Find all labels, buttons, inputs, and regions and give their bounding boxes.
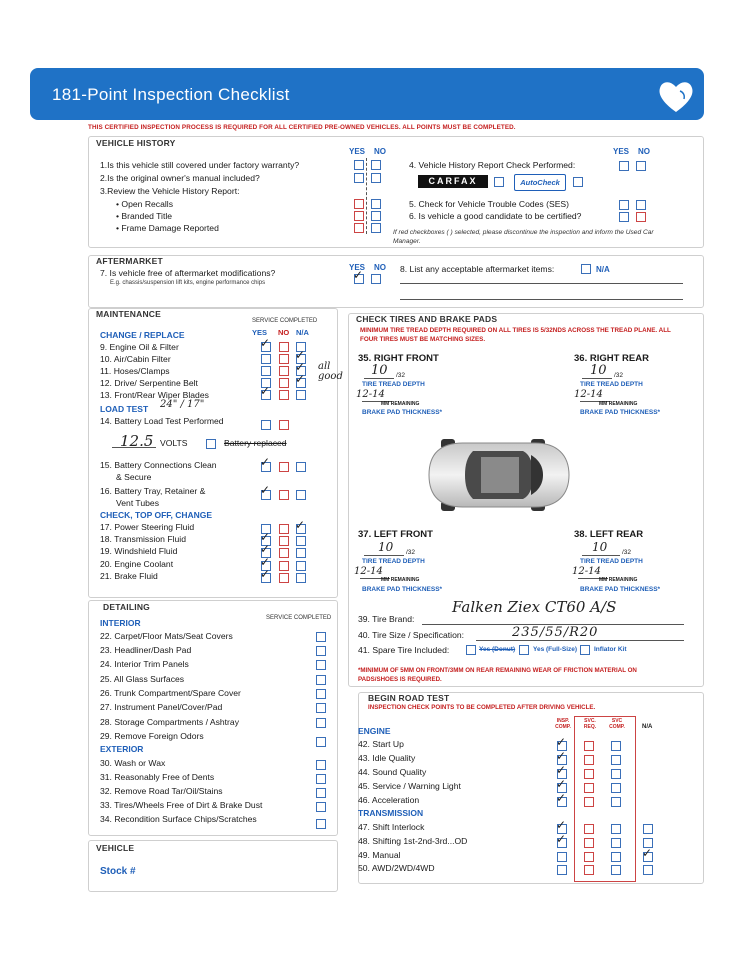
maint-item-16-cont: Vent Tubes	[116, 498, 160, 508]
rt44-req-checkbox[interactable]	[584, 769, 594, 779]
rr-per32: /32	[614, 372, 624, 379]
maint-item-15: 15. Battery Connections Clean	[100, 460, 217, 470]
handwritten-all-good: all good	[318, 361, 343, 382]
det-item-29: 29. Remove Foreign Odors	[100, 731, 204, 741]
vh-item-1: 1.Is this vehicle still covered under factory warranty?	[100, 160, 300, 170]
rt-item-43: 43. Idle Quality	[358, 753, 416, 763]
vh-no-label-right: NO	[638, 147, 650, 156]
volts-label: VOLTS	[160, 438, 188, 448]
rr-label: 36. RIGHT REAR	[574, 353, 649, 364]
rt-item-42: 42. Start Up	[358, 739, 404, 749]
rt44-check-mark: ✓	[556, 763, 567, 777]
m21-no-checkbox[interactable]	[279, 573, 289, 583]
rr-mm-remaining: MM REMAINING	[599, 401, 638, 407]
check-top-off-heading: CHECK, TOP OFF, CHANGE	[100, 510, 213, 520]
vh-red-checkbox-note: If red checkboxes ( ) selected, please discontinue the inspection and inform the Used Car Manager.	[393, 229, 654, 245]
m16-na-checkbox[interactable]	[296, 490, 306, 500]
rt-item-46: 46. Acceleration	[358, 795, 420, 805]
det-item-31: 31. Reasonably Free of Dents	[100, 772, 215, 782]
vh-item-3: 3.Review the Vehicle History Report:	[100, 186, 240, 196]
maint-item-18: 18. Transmission Fluid	[100, 534, 186, 544]
rr-tread-line	[582, 378, 612, 379]
m21-na-checkbox[interactable]	[296, 573, 306, 583]
maint-item-14: 14. Battery Load Test Performed	[100, 416, 224, 426]
rr-brake-pad-label: BRAKE PAD THICKNESS*	[580, 409, 661, 416]
maint-item-10: 10. Air/Cabin Filter	[100, 354, 171, 364]
carfax-checkbox[interactable]	[494, 177, 504, 187]
svc-comp-header: SVC COMP.	[609, 718, 625, 730]
m18-no-checkbox[interactable]	[279, 536, 289, 546]
vehicle-history-title: VEHICLE HISTORY	[96, 138, 176, 148]
rt50-req-checkbox[interactable]	[584, 865, 594, 875]
vh-frame-no-checkbox[interactable]	[371, 223, 381, 233]
rf-tread-value: 10	[371, 363, 388, 378]
vh-branded-yes-checkbox[interactable]	[354, 211, 364, 221]
rf-mm-value: 12-14	[356, 389, 385, 400]
lr-mm-remaining: MM REMAINING	[599, 577, 638, 583]
am-line-1	[400, 283, 683, 284]
vh-recalls-no-checkbox[interactable]	[371, 199, 381, 209]
rf-per32: /32	[396, 372, 406, 379]
d26-checkbox[interactable]	[316, 689, 326, 699]
tire-brand-value: Falken Ziex CT60 A/S	[452, 598, 617, 616]
m9-no-checkbox[interactable]	[279, 342, 289, 352]
rt-item-44: 44. Sound Quality	[358, 767, 427, 777]
m11-check-mark: ✓	[295, 360, 306, 374]
am8-na-checkbox[interactable]	[581, 264, 591, 274]
m16-check-mark: ✓	[260, 483, 271, 497]
tire-size-value: 235/55/R20	[512, 625, 599, 640]
vh-branded-no-checkbox[interactable]	[371, 211, 381, 221]
rf-mm-remaining: MM REMAINING	[381, 401, 420, 407]
vh-handwritten-line	[366, 158, 367, 234]
vh5-yes-checkbox[interactable]	[619, 200, 629, 210]
heart-logo-icon	[656, 78, 696, 114]
vh-no-label: NO	[374, 147, 386, 156]
vh-sub-frame: • Frame Damage Reported	[116, 223, 219, 233]
rt-item-50: 50. AWD/2WD/4WD	[358, 863, 435, 873]
maint-item-19: 19. Windshield Fluid	[100, 546, 178, 556]
spare-full-checkbox[interactable]	[519, 645, 529, 655]
det-item-33: 33. Tires/Wheels Free of Dirt & Brake Dust	[100, 800, 263, 810]
m17-check-mark: ✓	[295, 518, 306, 532]
maint-item-12: 12. Drive/ Serpentine Belt	[100, 378, 198, 388]
rt45-comp-checkbox[interactable]	[611, 783, 621, 793]
engine-heading: ENGINE	[358, 726, 391, 736]
rt48-comp-checkbox[interactable]	[611, 838, 621, 848]
autocheck-logo: AutoCheck	[514, 174, 566, 191]
am-item-7-sub: E.g. chassis/suspension lift kits, engine performance chips	[110, 280, 266, 286]
rt43-req-checkbox[interactable]	[584, 755, 594, 765]
insp-comp-header: INSP. COMP.	[555, 718, 571, 730]
road-test-note: INSPECTION CHECK POINTS TO BE COMPLETED AFTER DRIVING VEHICLE.	[368, 704, 596, 711]
rt42-comp-checkbox[interactable]	[611, 741, 621, 751]
m13-na-checkbox[interactable]	[296, 390, 306, 400]
tire-item-39: 39. Tire Brand:	[358, 614, 415, 624]
am-item-7: 7. Is vehicle free of aftermarket modifications?	[100, 268, 276, 278]
vh5-no-checkbox[interactable]	[636, 200, 646, 210]
road-test-title: BEGIN ROAD TEST	[368, 693, 450, 703]
rt47-comp-checkbox[interactable]	[611, 824, 621, 834]
d23-checkbox[interactable]	[316, 646, 326, 656]
rt-item-45: 45. Service / Warning Light	[358, 781, 461, 791]
am-no-label: NO	[374, 263, 386, 272]
lf-tread-depth-label: TIRE TREAD DEPTH	[362, 558, 425, 565]
lr-tread-line	[582, 555, 620, 556]
m14-no-checkbox[interactable]	[279, 420, 289, 430]
det-item-22: 22. Carpet/Floor Mats/Seat Covers	[100, 631, 233, 641]
maintenance-title: MAINTENANCE	[96, 309, 162, 319]
car-top-view-icon	[423, 433, 573, 517]
vh-frame-yes-checkbox[interactable]	[354, 223, 364, 233]
d25-checkbox[interactable]	[316, 675, 326, 685]
m19-na-checkbox[interactable]	[296, 548, 306, 558]
m15-na-checkbox[interactable]	[296, 462, 306, 472]
tire-item-41: 41. Spare Tire Included:	[358, 645, 450, 655]
m12-no-checkbox[interactable]	[279, 378, 289, 388]
d31-checkbox[interactable]	[316, 774, 326, 784]
page-title: 181-Point Inspection Checklist	[52, 85, 290, 104]
det-item-24: 24. Interior Trim Panels	[100, 659, 189, 669]
d22-checkbox[interactable]	[316, 632, 326, 642]
m15-no-checkbox[interactable]	[279, 462, 289, 472]
m15-check-mark: ✓	[260, 455, 271, 469]
tire-size-line	[476, 640, 684, 641]
maint-item-9: 9. Engine Oil & Filter	[100, 342, 179, 352]
maint-item-13: 13. Front/Rear Wiper Blades	[100, 390, 209, 400]
maint-item-16: 16. Battery Tray, Retainer &	[100, 486, 206, 496]
det-item-25: 25. All Glass Surfaces	[100, 674, 185, 684]
m12-check-mark: ✓	[295, 372, 306, 386]
brake-pad-footnote: *MINIMUM OF 5MM ON FRONT/3MM ON REAR REMAINING WEAR OF FRICTION MATERIAL ON PADS/SHOES IS REQUIRED.	[358, 667, 637, 683]
m10-yes-checkbox[interactable]	[261, 354, 271, 364]
m20-no-checkbox[interactable]	[279, 561, 289, 571]
maint-item-15-cont: & Secure	[116, 472, 152, 482]
rt45-check-mark: ✓	[556, 777, 567, 791]
am8-na-label: N/A	[596, 265, 610, 274]
lf-brake-pad-label: BRAKE PAD THICKNESS*	[362, 586, 443, 593]
lf-tread-value: 10	[378, 540, 394, 554]
am-item-8: 8. List any acceptable aftermarket items:	[400, 264, 555, 274]
lf-mm-value: 12-14	[354, 566, 383, 577]
certification-warning: THIS CERTIFIED INSPECTION PROCESS IS REQUIRED FOR ALL CERTIFIED PRE-OWNED VEHICLES. ALL POINTS MUST BE COMPLETED.	[88, 124, 516, 131]
maint-item-17: 17. Power Steering Fluid	[100, 522, 195, 532]
m11-no-checkbox[interactable]	[279, 366, 289, 376]
m9-check-mark: ✓	[260, 336, 271, 350]
maint-no-label: NO	[278, 328, 290, 337]
d24-checkbox[interactable]	[316, 660, 326, 670]
m20-check-mark: ✓	[260, 555, 271, 569]
spare-donut-label: Yes (Donut)	[479, 646, 516, 653]
interior-heading: INTERIOR	[100, 618, 141, 628]
m19-no-checkbox[interactable]	[279, 548, 289, 558]
rt49-insp-checkbox[interactable]	[557, 852, 567, 862]
carfax-logo: CARFAX	[418, 175, 488, 188]
det-item-34: 34. Recondition Surface Chips/Scratches	[100, 814, 257, 824]
rt47-req-checkbox[interactable]	[584, 824, 594, 834]
lr-label: 38. LEFT REAR	[574, 529, 644, 540]
rr-mm-value: 12-14	[574, 389, 603, 400]
rt-item-49: 49. Manual	[358, 850, 401, 860]
d32-checkbox[interactable]	[316, 788, 326, 798]
rf-label: 35. RIGHT FRONT	[358, 353, 439, 364]
transmission-heading: TRANSMISSION	[358, 808, 424, 818]
am-line-2	[400, 299, 683, 300]
det-item-23: 23. Headliner/Dash Pad	[100, 645, 192, 655]
spare-full-label: Yes (Full-Size)	[533, 646, 578, 653]
rt42-check-mark: ✓	[556, 735, 567, 749]
autocheck-checkbox[interactable]	[573, 177, 583, 187]
rt49-comp-checkbox[interactable]	[611, 852, 621, 862]
tires-title: CHECK TIRES AND BRAKE PADS	[356, 314, 498, 324]
stock-number-label: Stock #	[100, 866, 136, 877]
rt46-comp-checkbox[interactable]	[611, 797, 621, 807]
rt-item-48: 48. Shifting 1st-2nd-3rd...OD	[358, 836, 468, 846]
det-item-32: 32. Remove Road Tar/Oil/Stains	[100, 786, 223, 796]
m17-no-checkbox[interactable]	[279, 524, 289, 534]
maint-item-21: 21. Brake Fluid	[100, 571, 158, 581]
handwritten-load-test: 24" / 17"	[160, 399, 205, 410]
rr-tread-value: 10	[590, 363, 607, 378]
na-header: N/A	[642, 724, 653, 730]
battery-replaced-checkbox[interactable]	[206, 439, 216, 449]
rt49-check-mark: ✓	[642, 846, 653, 860]
d29-checkbox[interactable]	[316, 737, 326, 747]
m18-na-checkbox[interactable]	[296, 536, 306, 546]
spare-donut-checkbox[interactable]	[466, 645, 476, 655]
vh6-yes-checkbox[interactable]	[619, 212, 629, 222]
rt50-comp-checkbox[interactable]	[611, 865, 621, 875]
rt43-comp-checkbox[interactable]	[611, 755, 621, 765]
rt47-na-checkbox[interactable]	[643, 824, 653, 834]
battery-replaced-label: Battery replaced	[224, 438, 287, 448]
m13-no-checkbox[interactable]	[279, 390, 289, 400]
det-item-30: 30. Wash or Wax	[100, 758, 166, 768]
rt50-na-checkbox[interactable]	[643, 865, 653, 875]
am-yes-label: YES	[349, 263, 366, 272]
maint-item-20: 20. Engine Coolant	[100, 559, 174, 569]
rt44-comp-checkbox[interactable]	[611, 769, 621, 779]
rt48-req-checkbox[interactable]	[584, 838, 594, 848]
aftermarket-title: AFTERMARKET	[96, 256, 163, 266]
rt47-check-mark: ✓	[556, 818, 567, 832]
rt46-req-checkbox[interactable]	[584, 797, 594, 807]
am7-no-checkbox[interactable]	[371, 274, 381, 284]
rt43-check-mark: ✓	[556, 749, 567, 763]
d30-checkbox[interactable]	[316, 760, 326, 770]
vh6-no-checkbox[interactable]	[636, 212, 646, 222]
rf-tread-depth-label: TIRE TREAD DEPTH	[362, 381, 425, 388]
tire-item-40: 40. Tire Size / Specification:	[358, 630, 465, 640]
load-test-heading: LOAD TEST	[100, 404, 149, 414]
m14-yes-checkbox[interactable]	[261, 420, 271, 430]
rt46-check-mark: ✓	[556, 791, 567, 805]
rr-tread-depth-label: TIRE TREAD DEPTH	[580, 381, 643, 388]
vh-recalls-yes-checkbox[interactable]	[354, 199, 364, 209]
tire-min-note: MINIMUM TIRE TREAD DEPTH REQUIRED ON ALL TIRES IS 5/32NDS ACROSS THE TREAD PLANE. ALL FOUR TIRES MUST BE MATCHING SIZES.	[360, 327, 671, 343]
inflator-kit-label: Inflator Kit	[594, 646, 627, 653]
lf-tread-line	[364, 555, 404, 556]
lr-tread-depth-label: TIRE TREAD DEPTH	[580, 558, 643, 565]
vehicle-title: VEHICLE	[96, 843, 135, 853]
rf-brake-pad-label: BRAKE PAD THICKNESS*	[362, 409, 443, 416]
m10-check-mark: ✓	[295, 348, 306, 362]
volts-value: 12.5	[120, 432, 154, 450]
d27-checkbox[interactable]	[316, 703, 326, 713]
am7-yes-check-mark: ✓	[353, 268, 364, 282]
lf-mm-remaining: MM REMAINING	[381, 577, 420, 583]
vh1-yes-checkbox[interactable]	[354, 160, 364, 170]
lr-brake-pad-label: BRAKE PAD THICKNESS*	[580, 586, 661, 593]
maint-yes-label: YES	[252, 328, 268, 337]
vh-item-6: 6. Is vehicle a good candidate to be certified?	[409, 211, 582, 221]
vh-sub-recalls: • Open Recalls	[116, 199, 173, 209]
vh-yes-label: YES	[349, 147, 366, 156]
m16-no-checkbox[interactable]	[279, 490, 289, 500]
exterior-heading: EXTERIOR	[100, 744, 144, 754]
maint-na-label: N/A	[296, 328, 309, 337]
vh-yes-label-right: YES	[613, 147, 630, 156]
vh2-no-checkbox[interactable]	[371, 173, 381, 183]
vh-sub-branded: • Branded Title	[116, 211, 173, 221]
vh4-no-checkbox[interactable]	[636, 161, 646, 171]
m10-no-checkbox[interactable]	[279, 354, 289, 364]
d33-checkbox[interactable]	[316, 802, 326, 812]
m13-check-mark: ✓	[260, 384, 271, 398]
lr-per32: /32	[622, 549, 632, 556]
vh-item-4: 4. Vehicle History Report Check Performed:	[409, 160, 576, 170]
m21-check-mark: ✓	[260, 567, 271, 581]
vh-item-5: 5. Check for Vehicle Trouble Codes (SES)	[409, 199, 570, 209]
det-item-28: 28. Storage Compartments / Ashtray	[100, 717, 239, 727]
lr-mm-value: 12-14	[572, 566, 601, 577]
vh1-no-checkbox[interactable]	[371, 160, 381, 170]
rt-item-47: 47. Shift Interlock	[358, 822, 425, 832]
det-item-26: 26. Trunk Compartment/Spare Cover	[100, 688, 241, 698]
d34-checkbox[interactable]	[316, 819, 326, 829]
vh2-yes-checkbox[interactable]	[354, 173, 364, 183]
volts-line	[112, 447, 156, 448]
lr-tread-value: 10	[592, 540, 608, 554]
lf-label: 37. LEFT FRONT	[358, 529, 433, 540]
vh-item-2: 2.Is the original owner's manual included?	[100, 173, 260, 183]
maint-item-11: 11. Hoses/Clamps	[100, 366, 170, 376]
d28-checkbox[interactable]	[316, 718, 326, 728]
lf-per32: /32	[406, 549, 416, 556]
det-item-27: 27. Instrument Panel/Cover/Pad	[100, 702, 223, 712]
rt42-req-checkbox[interactable]	[584, 741, 594, 751]
m19-check-mark: ✓	[260, 542, 271, 556]
detailing-title: DETAILING	[103, 602, 150, 612]
vh4-yes-checkbox[interactable]	[619, 161, 629, 171]
inflator-kit-checkbox[interactable]	[580, 645, 590, 655]
m18-check-mark: ✓	[260, 530, 271, 544]
rt49-req-checkbox[interactable]	[584, 852, 594, 862]
change-replace-heading: CHANGE / REPLACE	[100, 330, 185, 340]
rt45-req-checkbox[interactable]	[584, 783, 594, 793]
rt50-insp-checkbox[interactable]	[557, 865, 567, 875]
rt48-check-mark: ✓	[556, 832, 567, 846]
m11-yes-checkbox[interactable]	[261, 366, 271, 376]
svc-req-header: SVC. REQ.	[583, 718, 597, 730]
det-service-completed: SERVICE COMPLETED	[266, 615, 332, 621]
maint-service-completed: SERVICE COMPLETED	[252, 318, 318, 324]
rf-tread-line	[364, 378, 394, 379]
m20-na-checkbox[interactable]	[296, 561, 306, 571]
